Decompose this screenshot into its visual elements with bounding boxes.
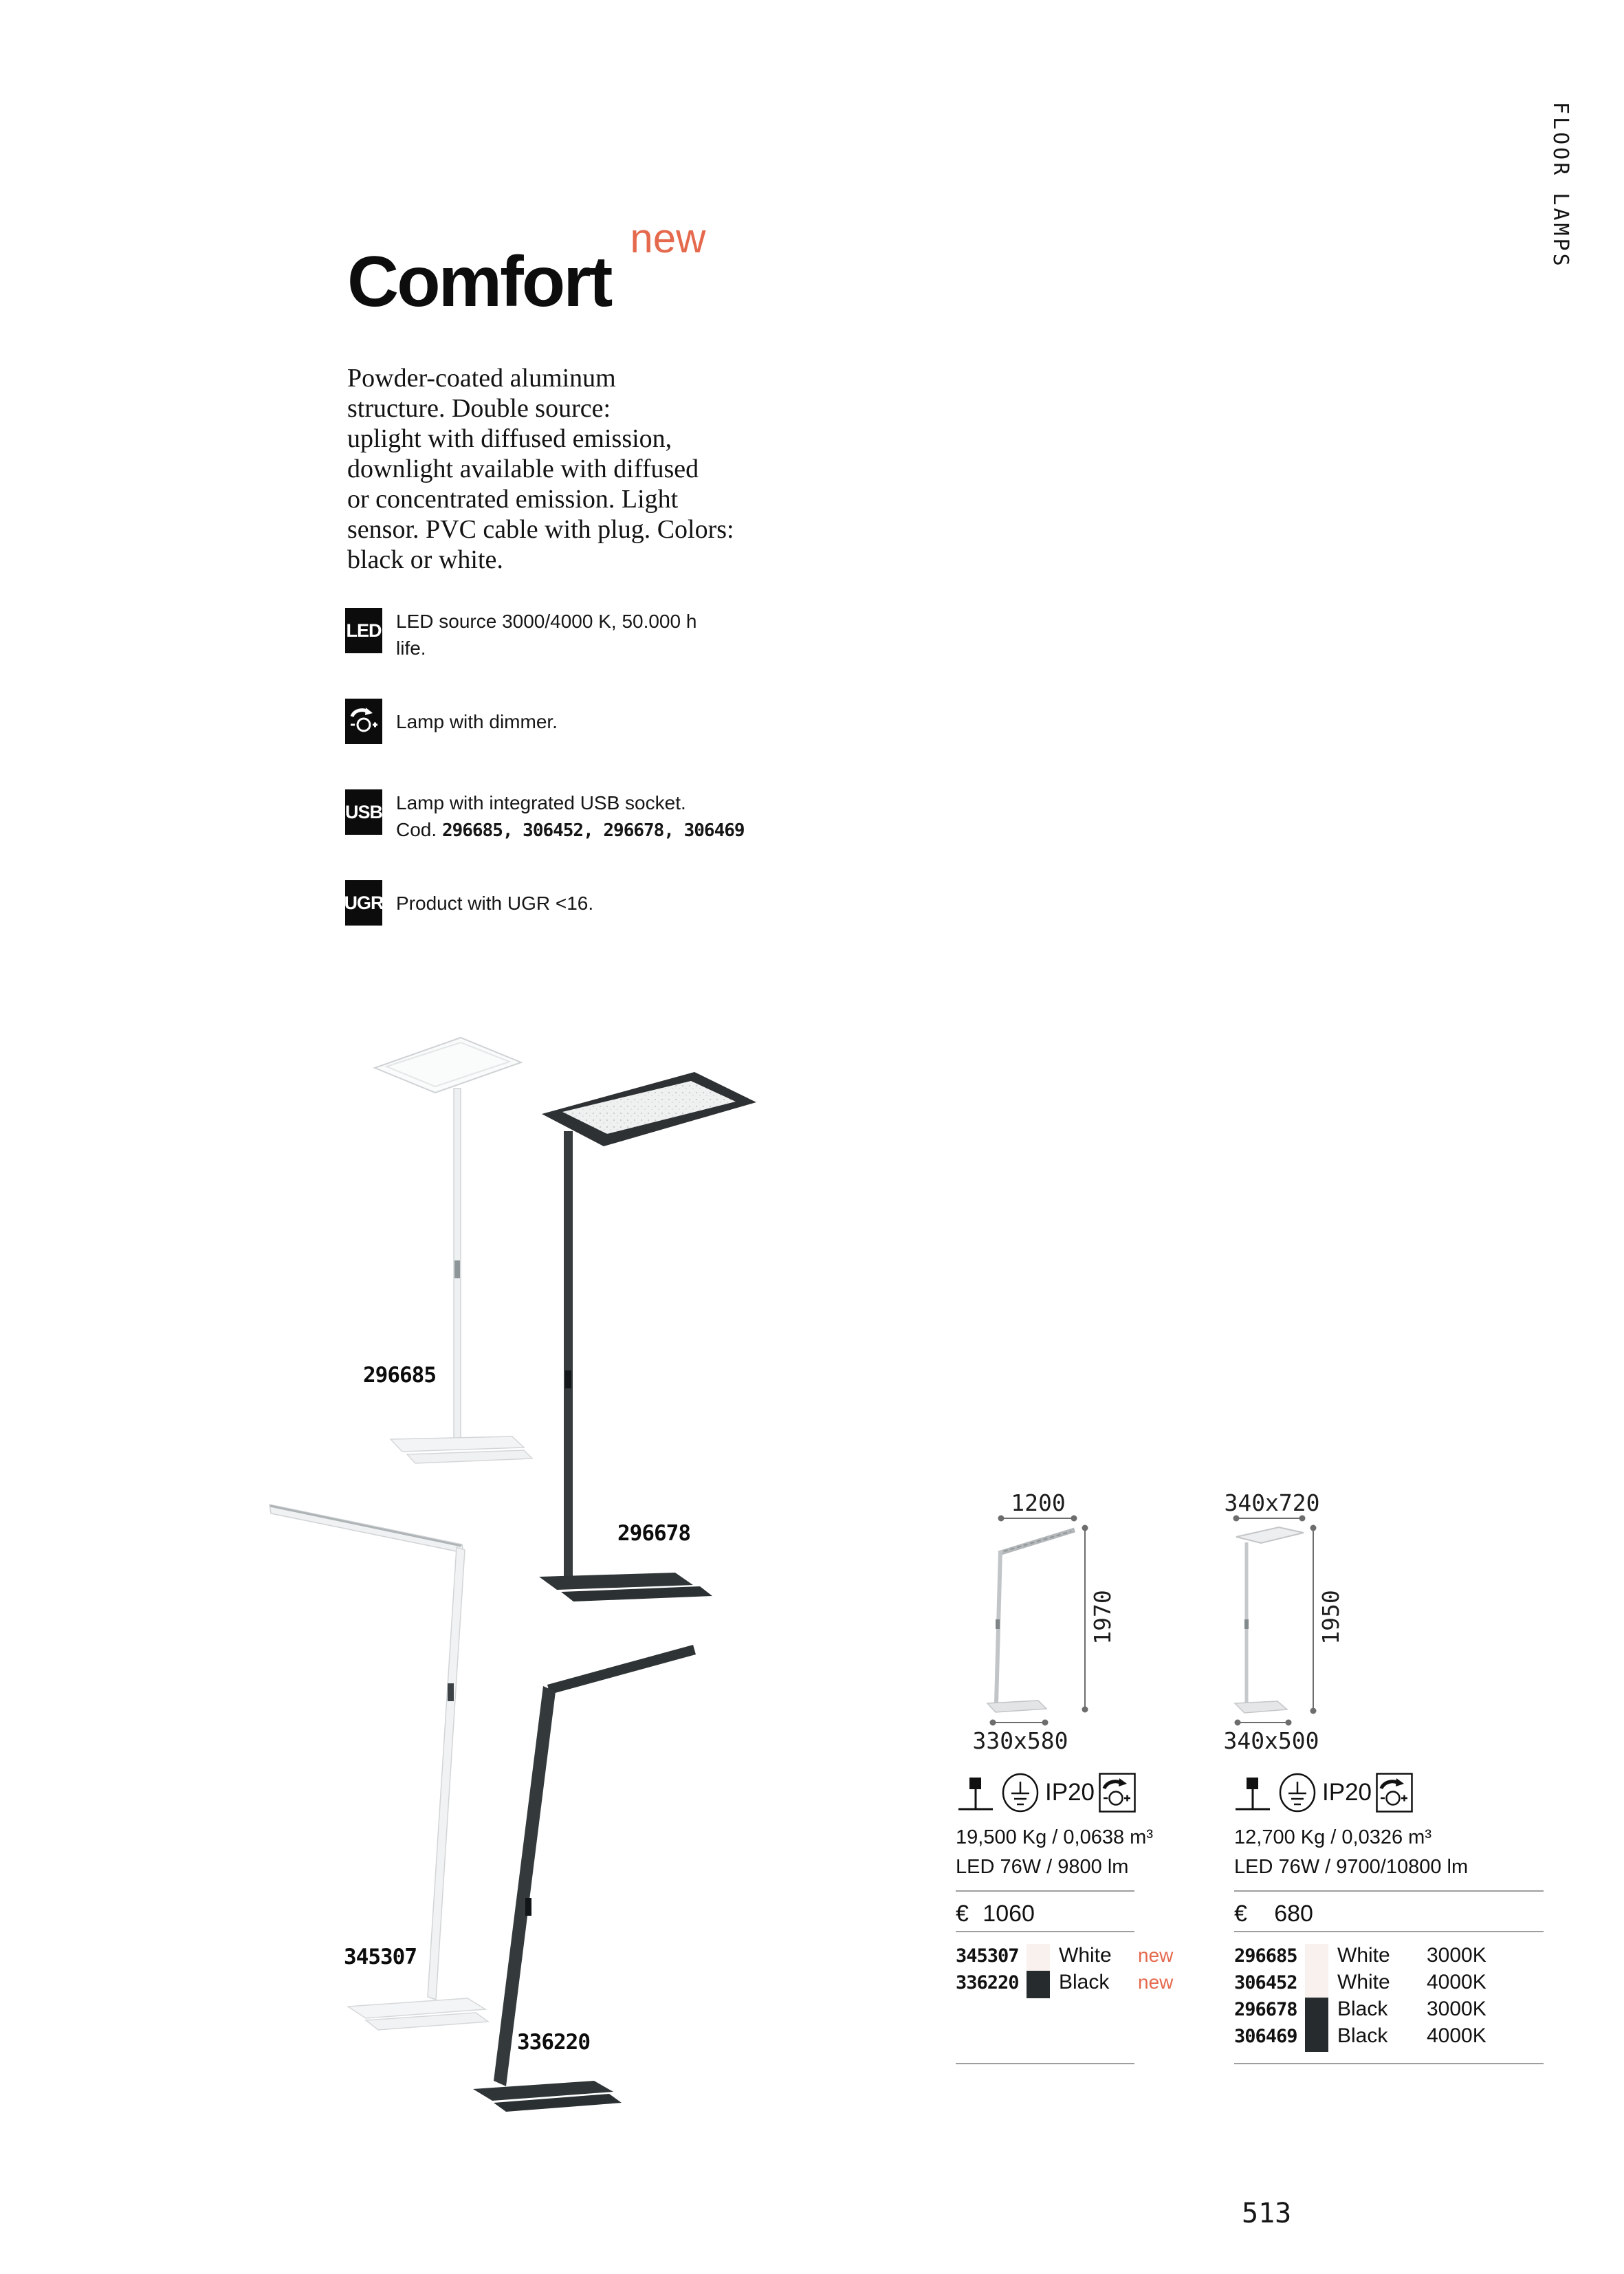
product-image-black-angled-lamp — [440, 1575, 770, 2125]
feature-led-text — [396, 608, 696, 662]
dim-height-label: 1970 — [1089, 1590, 1116, 1645]
color-swatch-white — [1305, 1944, 1328, 1971]
variant-code: 306469 — [1234, 2025, 1297, 2047]
variant-color: Black — [1337, 2024, 1388, 2047]
color-swatch-black — [1305, 2024, 1328, 2052]
weight-volume: 19,500 Kg / 0,0638 m³ — [956, 1826, 1153, 1848]
price-left — [956, 1901, 1035, 1927]
feature-usb-text — [396, 789, 745, 844]
feature-usb — [345, 789, 745, 844]
feature-dimmer-text — [396, 699, 558, 744]
image-code-296685: 296685 — [363, 1363, 436, 1388]
variant-color-temp: 3000K — [1427, 1944, 1486, 1967]
feature-led-line2: life. — [396, 637, 426, 659]
variant-color-temp: 4000K — [1427, 2024, 1486, 2047]
variant-row — [1234, 1996, 1550, 2023]
variant-color-temp: 3000K — [1427, 1998, 1486, 2020]
feature-ugr-line1: Product with UGR <16. — [396, 892, 594, 914]
price-value: 1060 — [983, 1901, 1035, 1927]
title-block — [347, 215, 706, 322]
divider — [1234, 1890, 1544, 1892]
grounding-class-icon — [1001, 1773, 1040, 1813]
led-spec: LED 76W / 9700/10800 lm — [1234, 1856, 1469, 1878]
led-spec: LED 76W / 9800 lm — [956, 1856, 1129, 1878]
usb-product-codes: 296685, 306452, 296678, 306469 — [441, 820, 745, 841]
feature-usb-line1: Lamp with integrated USB socket. — [396, 792, 686, 813]
color-swatch-white — [1027, 1944, 1050, 1971]
variant-row — [1234, 1969, 1550, 1996]
weight-volume: 12,700 Kg / 0,0326 m³ — [1234, 1826, 1431, 1848]
feature-usb-line2 — [396, 816, 745, 844]
currency-symbol: € — [956, 1901, 969, 1927]
dim-width-label: 1200 — [1011, 1489, 1066, 1516]
variant-color: Black — [1337, 1998, 1388, 2020]
variant-color: White — [1337, 1944, 1390, 1967]
variant-color-temp: 4000K — [1427, 1971, 1486, 1993]
price-value: 680 — [1274, 1901, 1313, 1927]
variant-code: 296685 — [1234, 1945, 1297, 1967]
price-right — [1234, 1901, 1313, 1927]
dimmer-dial-icon — [348, 706, 380, 737]
dimmer-function-icon — [1376, 1773, 1413, 1813]
divider — [956, 1931, 1134, 1932]
variant-color: White — [1337, 1971, 1390, 1993]
image-code-296678: 296678 — [617, 1521, 690, 1546]
led-badge-icon: LED — [345, 608, 382, 653]
image-code-336220: 336220 — [517, 2030, 590, 2055]
variant-new-tag: new — [1138, 1971, 1174, 1993]
feature-dimmer — [345, 699, 558, 744]
floor-lamp-type-icon — [1234, 1773, 1271, 1812]
image-code-345307: 345307 — [344, 1945, 417, 1969]
usb-badge-icon: USB — [345, 789, 382, 835]
dim-base-label: 340x500 — [1223, 1727, 1319, 1754]
feature-ugr-text — [396, 880, 593, 926]
dimmer-badge-icon — [345, 699, 382, 744]
color-swatch-black — [1027, 1971, 1050, 1998]
new-badge: new — [630, 215, 706, 262]
dim-head-label: 340x720 — [1224, 1489, 1320, 1516]
spec-block-right — [1234, 1824, 1544, 2071]
description-line: Powder-coated aluminum — [347, 364, 616, 393]
divider — [1234, 1931, 1544, 1932]
color-swatch-black — [1305, 1998, 1328, 2025]
variant-row — [956, 1969, 1272, 1996]
feature-dimmer-line1: Lamp with dimmer. — [396, 710, 558, 732]
currency-symbol: € — [1234, 1901, 1247, 1927]
product-family-name: Comfort — [347, 242, 611, 322]
certification-icons-left — [957, 1773, 1136, 1813]
dim-height-label: 1950 — [1317, 1590, 1344, 1645]
variant-color: Black — [1059, 1971, 1110, 1993]
dimmer-function-icon — [1099, 1773, 1136, 1813]
section-label-floor-lamps: FLOOR LAMPS — [1548, 102, 1572, 269]
feature-ugr — [345, 880, 593, 926]
description-line: sensor. PVC cable with plug. Colors: — [347, 515, 734, 544]
page-number: 513 — [1242, 2198, 1292, 2229]
description-line: black or white. — [347, 545, 503, 574]
ip-rating: IP20 — [1045, 1779, 1095, 1806]
divider — [956, 1890, 1134, 1892]
variant-code: 296678 — [1234, 1998, 1297, 2020]
description-line: or concentrated emission. Light — [347, 485, 679, 514]
variant-code: 345307 — [956, 1945, 1019, 1967]
variant-code: 336220 — [956, 1971, 1019, 1993]
ugr-badge-icon: UGR — [345, 880, 382, 926]
description-line: uplight with diffused emission, — [347, 424, 672, 453]
feature-led-line1: LED source 3000/4000 K, 50.000 h — [396, 611, 697, 632]
certification-icons-right — [1234, 1773, 1413, 1813]
variant-row — [1234, 1942, 1550, 1969]
grounding-class-icon — [1278, 1773, 1317, 1813]
divider — [956, 2063, 1134, 2064]
divider — [1234, 2063, 1544, 2064]
color-swatch-white — [1305, 1971, 1328, 1998]
ip-rating: IP20 — [1322, 1779, 1372, 1806]
variant-code: 306452 — [1234, 1971, 1297, 1993]
variant-row — [1234, 2022, 1550, 2050]
page-title — [347, 215, 706, 322]
variant-color: White — [1059, 1944, 1112, 1967]
dim-base-label: 330x580 — [972, 1727, 1068, 1754]
description-line: downlight available with diffused — [347, 455, 699, 483]
spec-block-left — [956, 1824, 1174, 2071]
variant-row — [956, 1942, 1272, 1969]
product-description — [347, 363, 734, 575]
feature-led — [345, 608, 696, 662]
description-line: structure. Double source: — [347, 394, 611, 423]
cod-label: Cod. — [396, 819, 437, 840]
variant-new-tag: new — [1138, 1945, 1174, 1966]
product-image-white-straight-lamp — [358, 1028, 550, 1475]
floor-lamp-type-icon — [957, 1773, 994, 1812]
